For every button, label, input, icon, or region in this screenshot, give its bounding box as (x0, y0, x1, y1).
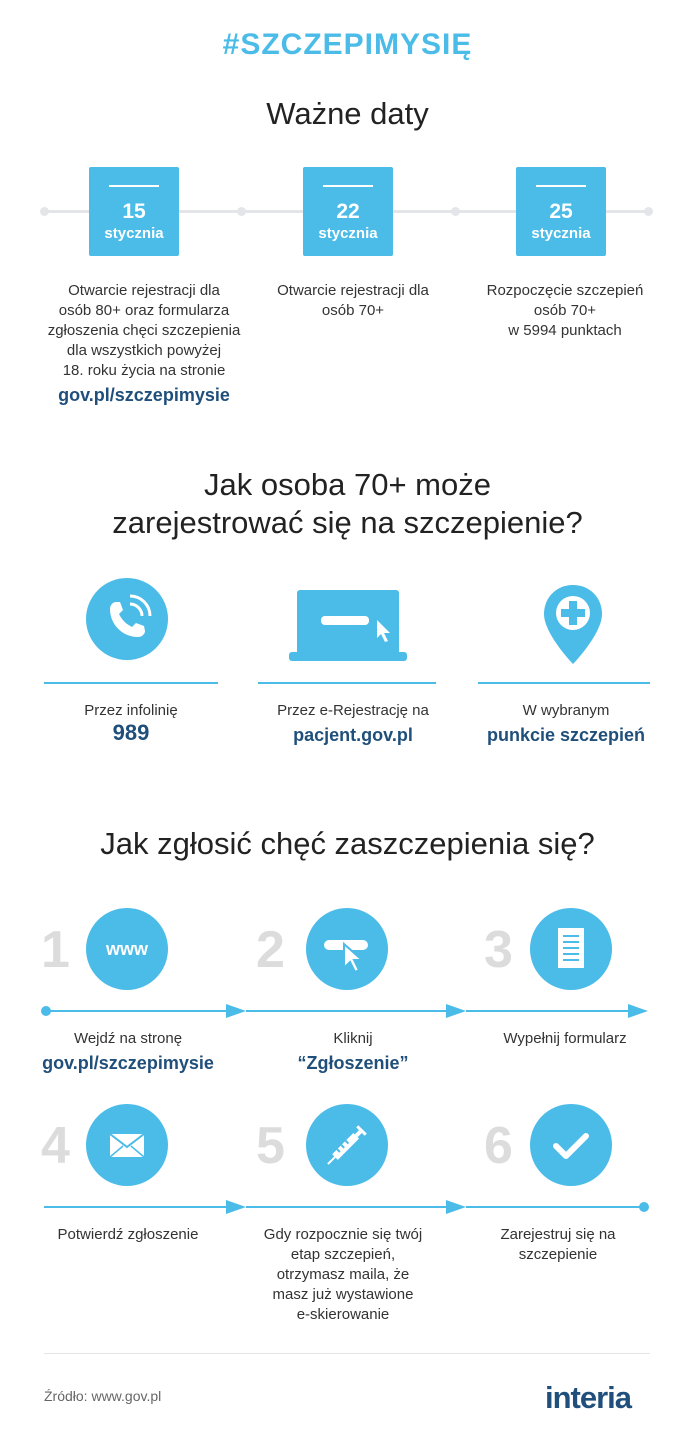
calendar-icon (303, 167, 393, 256)
gov-link[interactable]: gov.pl/szczepimysie (42, 1053, 214, 1073)
arrow-line (44, 1206, 226, 1208)
pacjent-link[interactable]: pacjent.gov.pl (293, 725, 413, 745)
register-option: Przez e-Rejestrację na pacjent.gov.pl (248, 701, 458, 745)
step-description: Wypełnij formularz (503, 1030, 627, 1047)
date-description: Rozpoczęcie szczepień osób 70+ w 5994 punktach (486, 282, 644, 339)
interia-logo: interia (545, 1380, 632, 1415)
arrow-head-icon (446, 1004, 466, 1018)
gov-link[interactable]: gov.pl/szczepimysie (58, 385, 230, 405)
step-number: 1 (41, 921, 70, 979)
step-number: 4 (41, 1117, 70, 1175)
calendar-icon (516, 167, 606, 256)
timeline-dot (237, 207, 246, 216)
arrow-line (46, 1010, 226, 1012)
arrow-head-icon (226, 1200, 246, 1214)
arrow-head-icon (628, 1004, 648, 1018)
footer-divider (44, 1353, 650, 1354)
vaccination-point-link: punkcie szczepień (486, 725, 646, 745)
arrow-line (246, 1010, 446, 1012)
www-icon: www (86, 908, 168, 990)
date-description: Otwarcie rejestracji dla osób 70+ (277, 282, 429, 319)
cursor-button-icon (306, 908, 388, 990)
hashtag-title: #SZCZEPIMYSIĘ (222, 28, 473, 61)
step-number: 6 (484, 1117, 513, 1175)
register-option: W wybranym punkcie szczepień (468, 701, 664, 745)
calendar-month: stycznia (531, 225, 591, 242)
syringe-icon (306, 1104, 388, 1186)
arrow-head-icon (226, 1004, 246, 1018)
source-text: Źródło: www.gov.pl (44, 1388, 162, 1404)
map-pin-icon (543, 584, 603, 666)
dates-section-title: Ważne daty (266, 96, 429, 131)
step-number: 2 (256, 921, 285, 979)
timeline-dot (644, 207, 653, 216)
form-document-icon (530, 908, 612, 990)
step-description: Wejdź na stronę gov.pl/szczepimysie (28, 1029, 228, 1073)
step-number: 3 (484, 921, 513, 979)
arrow-line (466, 1010, 628, 1012)
steps-section-title: Jak zgłosić chęć zaszczepienia się? (100, 826, 595, 861)
calendar-day: 25 (549, 200, 573, 223)
envelope-icon (86, 1104, 168, 1186)
step-description: Potwierdź zgłoszenie (57, 1226, 199, 1243)
step-description: Kliknij “Zgłoszenie” (253, 1029, 453, 1073)
calendar-day: 22 (336, 200, 360, 223)
step-description: Zarejestruj się na szczepienie (500, 1226, 616, 1263)
arrow-line (246, 1206, 446, 1208)
zgloszenie-label: “Zgłoszenie” (297, 1053, 409, 1073)
timeline-dot (40, 207, 49, 216)
divider-line (44, 682, 218, 684)
hotline-number: 989 (112, 720, 150, 745)
calendar-month: stycznia (104, 225, 164, 242)
timeline-dot (451, 207, 460, 216)
divider-line (258, 682, 436, 684)
checkmark-icon (530, 1104, 612, 1186)
arrow-line (466, 1206, 640, 1208)
step-description: Gdy rozpocznie się twój etap szczepień, otrzymasz maila, że masz już wystawione e-skierowanie (263, 1226, 423, 1323)
calendar-icon (89, 167, 179, 256)
register-section-title: Jak osoba 70+ może zarejestrować się na szczepienie? (112, 467, 583, 540)
divider-line (478, 682, 650, 684)
timeline-end-dot (639, 1202, 649, 1212)
register-option: Przez infolinię 989 (44, 701, 218, 743)
phone-icon (86, 578, 168, 660)
arrow-head-icon (446, 1200, 466, 1214)
laptop-icon (289, 588, 407, 663)
date-description: Otwarcie rejestracji dla osób 80+ oraz formularza zgłoszenia chęci szczepienia dla wszystkich powyżej 18. roku życia na stronie gov.pl/szczepimysie (24, 281, 264, 405)
calendar-day: 15 (122, 200, 146, 223)
calendar-month: stycznia (318, 225, 378, 242)
step-number: 5 (256, 1117, 285, 1175)
